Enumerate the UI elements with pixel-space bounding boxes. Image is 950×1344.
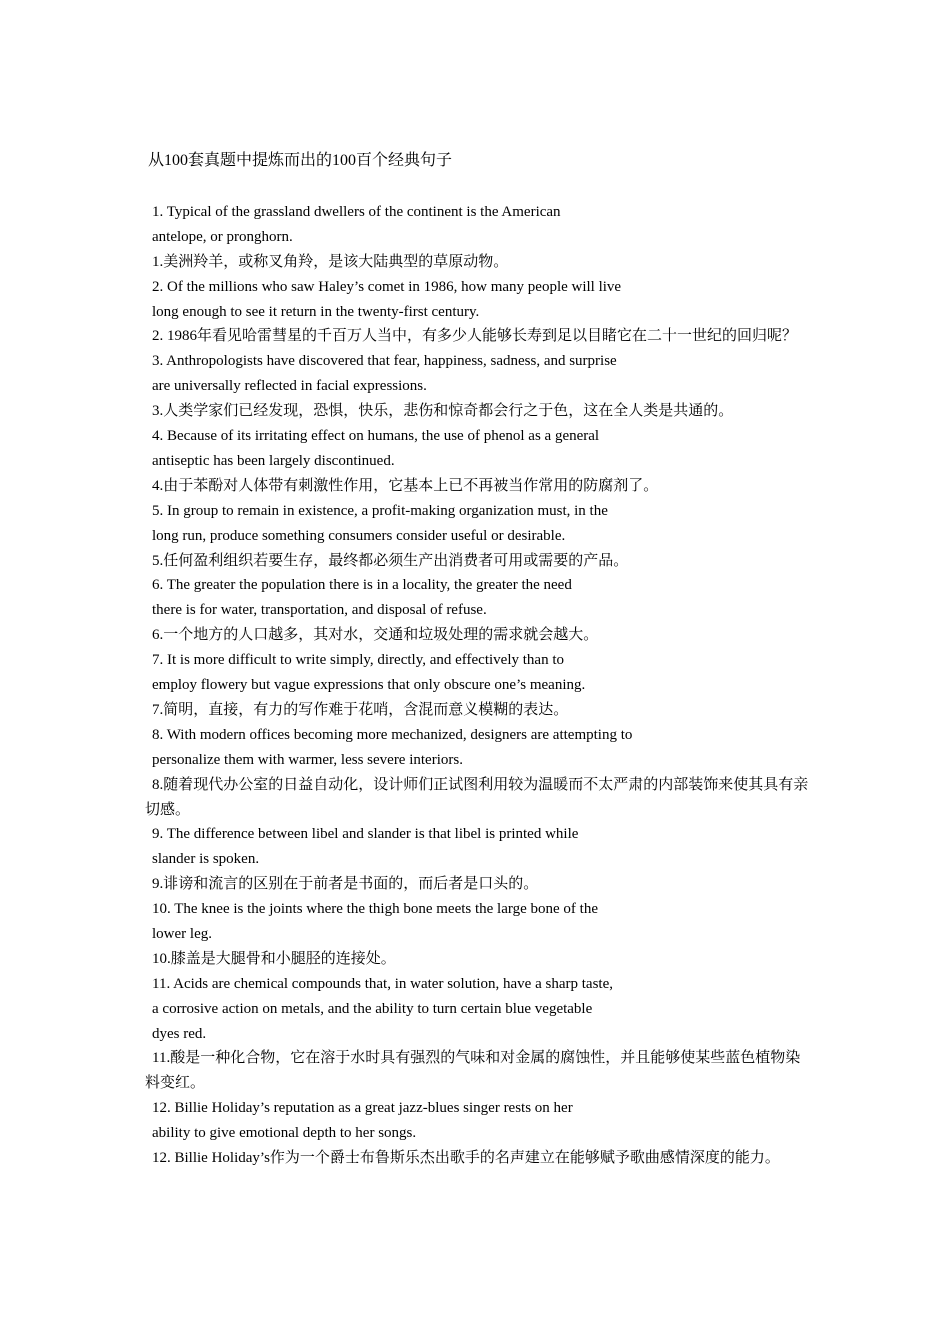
chinese-translation: 4.由于苯酚对人体带有刺激性作用，它基本上已不再被当作常用的防腐剂了。 — [152, 477, 659, 494]
sentence-item — [145, 648, 810, 723]
chinese-translation: 3.人类学家们已经发现，恐惧，快乐，悲伤和惊奇都会行之于色，这在全人类是共通的。 — [152, 403, 734, 420]
english-line: 11. Acids are chemical compounds that, in water solution, have a sharp taste, — [152, 975, 613, 992]
sentence-item — [145, 972, 810, 1096]
english-line: antiseptic has been largely discontinued. — [152, 452, 395, 469]
chinese-translation: 11.酸是一种化合物，它在溶于水时具有强烈的气味和对金属的腐蚀性，并且能够使某些蓝色植物染料变红。 — [145, 1050, 801, 1092]
english-line: lower leg. — [152, 925, 212, 942]
english-line: ability to give emotional depth to her songs. — [152, 1125, 417, 1142]
english-line: antelope, or pronghorn. — [152, 228, 293, 245]
english-line: dyes red. — [152, 1025, 207, 1042]
english-line: 4. Because of its irritating effect on humans, the use of phenol as a general — [152, 428, 600, 445]
english-line: long enough to see it return in the twenty-first century. — [152, 303, 480, 320]
sentence-item — [145, 424, 810, 499]
sentence-item — [145, 897, 810, 972]
chinese-translation: 1.美洲羚羊，或称叉角羚，是该大陆典型的草原动物。 — [152, 253, 509, 270]
english-line: 5. In group to remain in existence, a profit-making organization must, in the — [152, 502, 608, 519]
english-line: personalize them with warmer, less severe interiors. — [152, 751, 463, 768]
english-line: 8. With modern offices becoming more mechanized, designers are attempting to — [152, 726, 633, 743]
english-line: 2. Of the millions who saw Haley’s comet in 1986, how many people will live — [152, 278, 622, 295]
chinese-translation: 5.任何盈利组织若要生存，最终都必须生产出消费者可用或需要的产品。 — [152, 552, 629, 569]
sentence-item — [145, 1096, 810, 1171]
english-line: 9. The difference between libel and slander is that libel is printed while — [152, 826, 579, 843]
english-line: 1. Typical of the grassland dwellers of the continent is the American — [152, 204, 561, 220]
chinese-translation: 2. 1986年看见哈雷彗星的千百万人当中，有多少人能够长寿到足以目睹它在二十一世纪的回归呢？ — [152, 328, 798, 345]
chinese-translation: 12. Billie Holiday’s作为一个爵士布鲁斯乐杰出歌手的名声建立在能够赋予歌曲感情深度的能力。 — [152, 1150, 780, 1167]
english-line: are universally reflected in facial expressions. — [152, 378, 427, 395]
sentence-item — [145, 200, 810, 275]
sentence-item — [145, 573, 810, 648]
sentence-item — [145, 275, 810, 350]
chinese-translation: 8.随着现代办公室的日益自动化，设计师们正试图利用较为温暖而不太严肃的内部装饰来使其具有亲切感。 — [145, 776, 809, 818]
sentence-list — [145, 200, 810, 1171]
chinese-translation: 9.诽谤和流言的区别在于前者是书面的，而后者是口头的。 — [152, 876, 539, 893]
sentence-item — [145, 822, 810, 897]
english-line: long run, produce something consumers consider useful or desirable. — [152, 527, 566, 544]
chinese-translation: 7.简明，直接，有力的写作难于花哨，含混而意义模糊的表达。 — [152, 701, 569, 718]
english-line: 10. The knee is the joints where the thigh bone meets the large bone of the — [152, 901, 598, 918]
sentence-item — [145, 499, 810, 574]
english-line: 3. Anthropologists have discovered that fear, happiness, sadness, and surprise — [152, 353, 617, 370]
chinese-translation: 10.膝盖是大腿骨和小腿胫的连接处。 — [152, 950, 396, 967]
english-line: employ flowery but vague expressions that only obscure one’s meaning. — [152, 677, 586, 694]
sentence-item — [145, 349, 810, 424]
english-line: a corrosive action on metals, and the ability to turn certain blue vegetable — [152, 1000, 593, 1017]
chinese-translation: 6.一个地方的人口越多，其对水，交通和垃圾处理的需求就会越大。 — [152, 627, 599, 644]
english-line: 7. It is more difficult to write simply, directly, and effectively than to — [152, 652, 564, 669]
document-title: 从100套真题中提炼而出的100百个经典句子 — [148, 152, 453, 169]
english-line: 12. Billie Holiday’s reputation as a great jazz-blues singer rests on her — [152, 1100, 573, 1117]
english-line: slander is spoken. — [152, 851, 260, 868]
english-line: 6. The greater the population there is in a locality, the greater the need — [152, 577, 572, 594]
sentence-item — [145, 723, 810, 823]
english-line: there is for water, transportation, and disposal of refuse. — [152, 602, 487, 619]
